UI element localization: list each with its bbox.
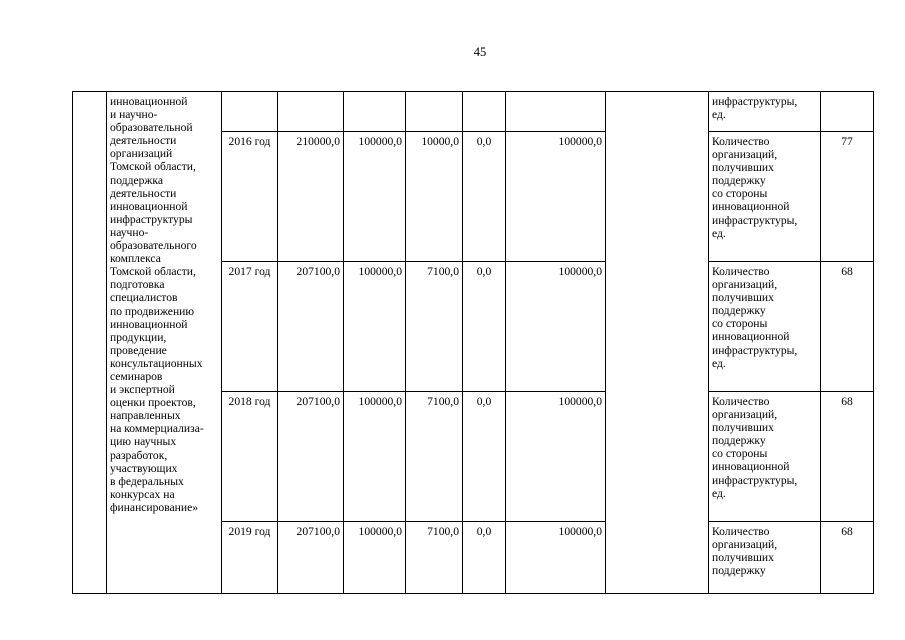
- year-cell: 2019 год: [222, 522, 278, 594]
- federal-cell: 100000,0: [344, 132, 406, 262]
- local-cell: 0,0: [463, 262, 506, 392]
- year-cell: 2016 год: [222, 132, 278, 262]
- page-number: 45: [473, 45, 487, 59]
- local-cell: 0,0: [463, 392, 506, 522]
- federal-cell: 100000,0: [344, 262, 406, 392]
- local-cell: 0,0: [463, 522, 506, 594]
- extra-budget-cell: 100000,0: [506, 262, 606, 392]
- federal-cell: [344, 92, 406, 132]
- local-cell: 0,0: [463, 132, 506, 262]
- indicator-value-cell: 68: [821, 522, 874, 594]
- regional-cell: 10000,0: [406, 132, 463, 262]
- extra-budget-cell: 100000,0: [506, 522, 606, 594]
- regional-cell: [406, 92, 463, 132]
- measure-description-cell: инновационной и научно- образовательной деятельности организаций Томской области, поддержка деятельности инновационной инфраструктуры научно- образовательного комплекса Томской области, подготовка специалистов по продвижению инновационной продукции, проведение консультационных семинаров и экспертной оценки проектов, направленных на коммерциализа- цию научных разработок, участвующих в федеральных конкурсах на финансирование»: [107, 92, 222, 594]
- federal-cell: 100000,0: [344, 392, 406, 522]
- indicator-cell: Количество организаций, получивших поддержку со стороны инновационной инфраструктуры, ед.: [709, 262, 821, 392]
- indicator-cell: Количество организаций, получивших поддержку: [709, 522, 821, 594]
- regional-cell: 7100,0: [406, 262, 463, 392]
- total-cell: 207100,0: [278, 522, 344, 594]
- indicator-cell: Количество организаций, получивших поддержку со стороны инновационной инфраструктуры, ед.: [709, 392, 821, 522]
- year-cell: [222, 92, 278, 132]
- executor-cell: [606, 92, 709, 594]
- total-cell: [278, 92, 344, 132]
- local-cell: [463, 92, 506, 132]
- extra-budget-cell: 100000,0: [506, 392, 606, 522]
- indicator-value-cell: 68: [821, 392, 874, 522]
- indicator-value-cell: 68: [821, 262, 874, 392]
- index-cell: [73, 92, 107, 594]
- indicator-cell: инфраструктуры, ед.: [709, 92, 821, 132]
- regional-cell: 7100,0: [406, 392, 463, 522]
- total-cell: 210000,0: [278, 132, 344, 262]
- year-cell: 2018 год: [222, 392, 278, 522]
- table-row-continued: [73, 92, 874, 132]
- federal-cell: 100000,0: [344, 522, 406, 594]
- indicator-value-cell: 77: [821, 132, 874, 262]
- extra-budget-cell: 100000,0: [506, 132, 606, 262]
- budget-table: [72, 91, 874, 594]
- year-cell: 2017 год: [222, 262, 278, 392]
- extra-budget-cell: [506, 92, 606, 132]
- regional-cell: 7100,0: [406, 522, 463, 594]
- total-cell: 207100,0: [278, 262, 344, 392]
- indicator-value-cell: [821, 92, 874, 132]
- total-cell: 207100,0: [278, 392, 344, 522]
- indicator-cell: Количество организаций, получивших поддержку со стороны инновационной инфраструктуры, ед.: [709, 132, 821, 262]
